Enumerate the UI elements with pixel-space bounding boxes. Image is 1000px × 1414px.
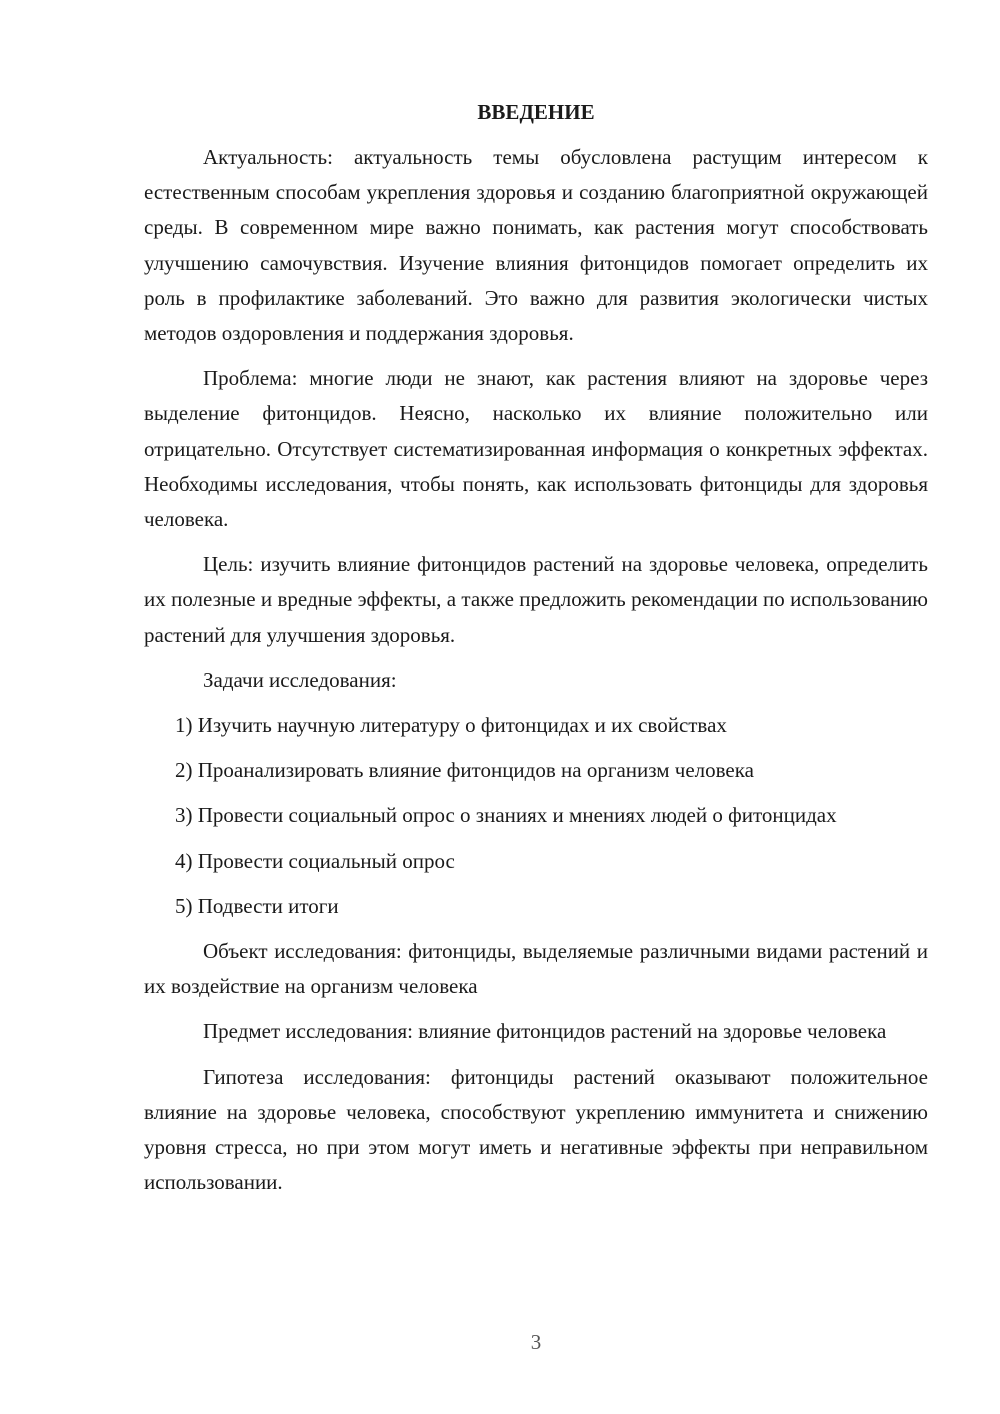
task-item: 5) Подвести итоги bbox=[175, 893, 339, 918]
subject-paragraph: Предмет исследования: влияние фитонцидов растений на здоровье человека bbox=[203, 1019, 887, 1044]
section-title: ВВЕДЕНИЕ bbox=[477, 100, 595, 124]
relevance-paragraph: Актуальность: актуальность темы обусловлена растущим интересом к естественным способам укрепления здоровья и созданию благоприятной окружающей среды. В современном мире важно понимать, как растения могут способствовать улучшению самочувствия. Изучение влияния фитонцидов помогает определить их роль в профилактике заболеваний. Это важно для развития экологически чистых методов оздоровления и поддержания здоровья. bbox=[144, 145, 928, 346]
page-content bbox=[144, 95, 928, 1210]
tasks-heading: Задачи исследования: bbox=[203, 667, 397, 692]
task-item: 2) Проанализировать влияние фитонцидов на организм человека bbox=[175, 758, 754, 783]
problem-paragraph: Проблема: многие люди не знают, как растения влияют на здоровье через выделение фитонцидов. Неясно, насколько их влияние положительно или отрицательно. Отсутствует систематизированная информация о конкретных эффектах. Необходимы исследования, чтобы понять, как использовать фитонциды для здоровья человека. bbox=[144, 366, 928, 532]
goal-paragraph: Цель: изучить влияние фитонцидов растений на здоровье человека, определить их полезные и вредные эффекты, а также предложить рекомендации по использованию растений для улучшения здоровья. bbox=[144, 552, 928, 647]
page-number: 3 bbox=[530, 1330, 542, 1354]
object-paragraph: Объект исследования: фитонциды, выделяемые различными видами растений и их воздействие на организм человека bbox=[144, 939, 928, 999]
task-item: 3) Провести социальный опрос о знаниях и мнениях людей о фитонцидах bbox=[175, 803, 837, 828]
task-item: 1) Изучить научную литературу о фитонцидах и их свойствах bbox=[175, 713, 727, 738]
task-item: 4) Провести социальный опрос bbox=[175, 848, 455, 873]
hypothesis-paragraph: Гипотеза исследования: фитонциды растений оказывают положительное влияние на здоровье человека, способствуют укреплению иммунитета и снижению уровня стресса, но при этом могут иметь и негативные эффекты при неправильном использовании. bbox=[144, 1064, 928, 1195]
